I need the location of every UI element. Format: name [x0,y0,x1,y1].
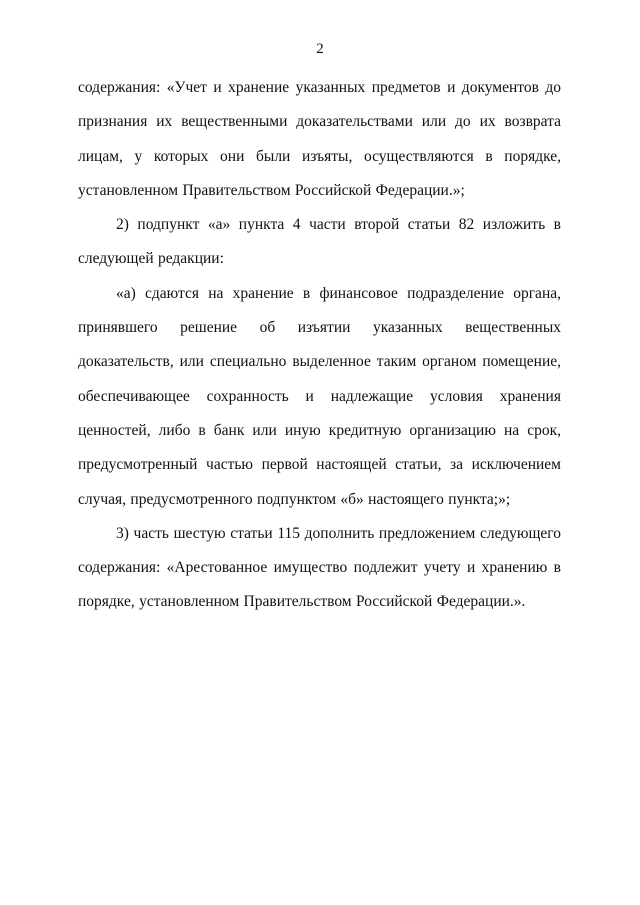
document-body [78,71,561,620]
paragraph-item-3: 3) часть шестую статьи 115 дополнить предложением следующего содержания: «Арестованное имущество подлежит учету и хранению в порядке, установленном Правительством Российской Федерации.». [78,524,561,611]
paragraph-item-2-quote: «а) сдаются на хранение в финансовое подразделение органа, принявшего решение об изъятии указанных вещественных доказательств, или специально выделенное таким органом помещение, обеспечивающее сохранность и надлежащие условия хранения ценностей, либо в банк или иную кредитную организацию на срок, предусмотренный частью первой настоящей статьи, за исключением случая, предусмотренного подпунктом «б» настоящего пункта;»; [78,284,561,508]
page-number: 2 [316,41,324,57]
paragraph-item-2: 2) подпункт «а» пункта 4 части второй статьи 82 изложить в следующей редакции: [78,216,561,268]
paragraph-continuation: содержания: «Учет и хранение указанных предметов и документов до признания их вещественными доказательствами или до их возврата лицам, у которых они были изъяты, осуществляются в порядке, установленном Правительством Российской Федерации.»; [78,79,561,199]
